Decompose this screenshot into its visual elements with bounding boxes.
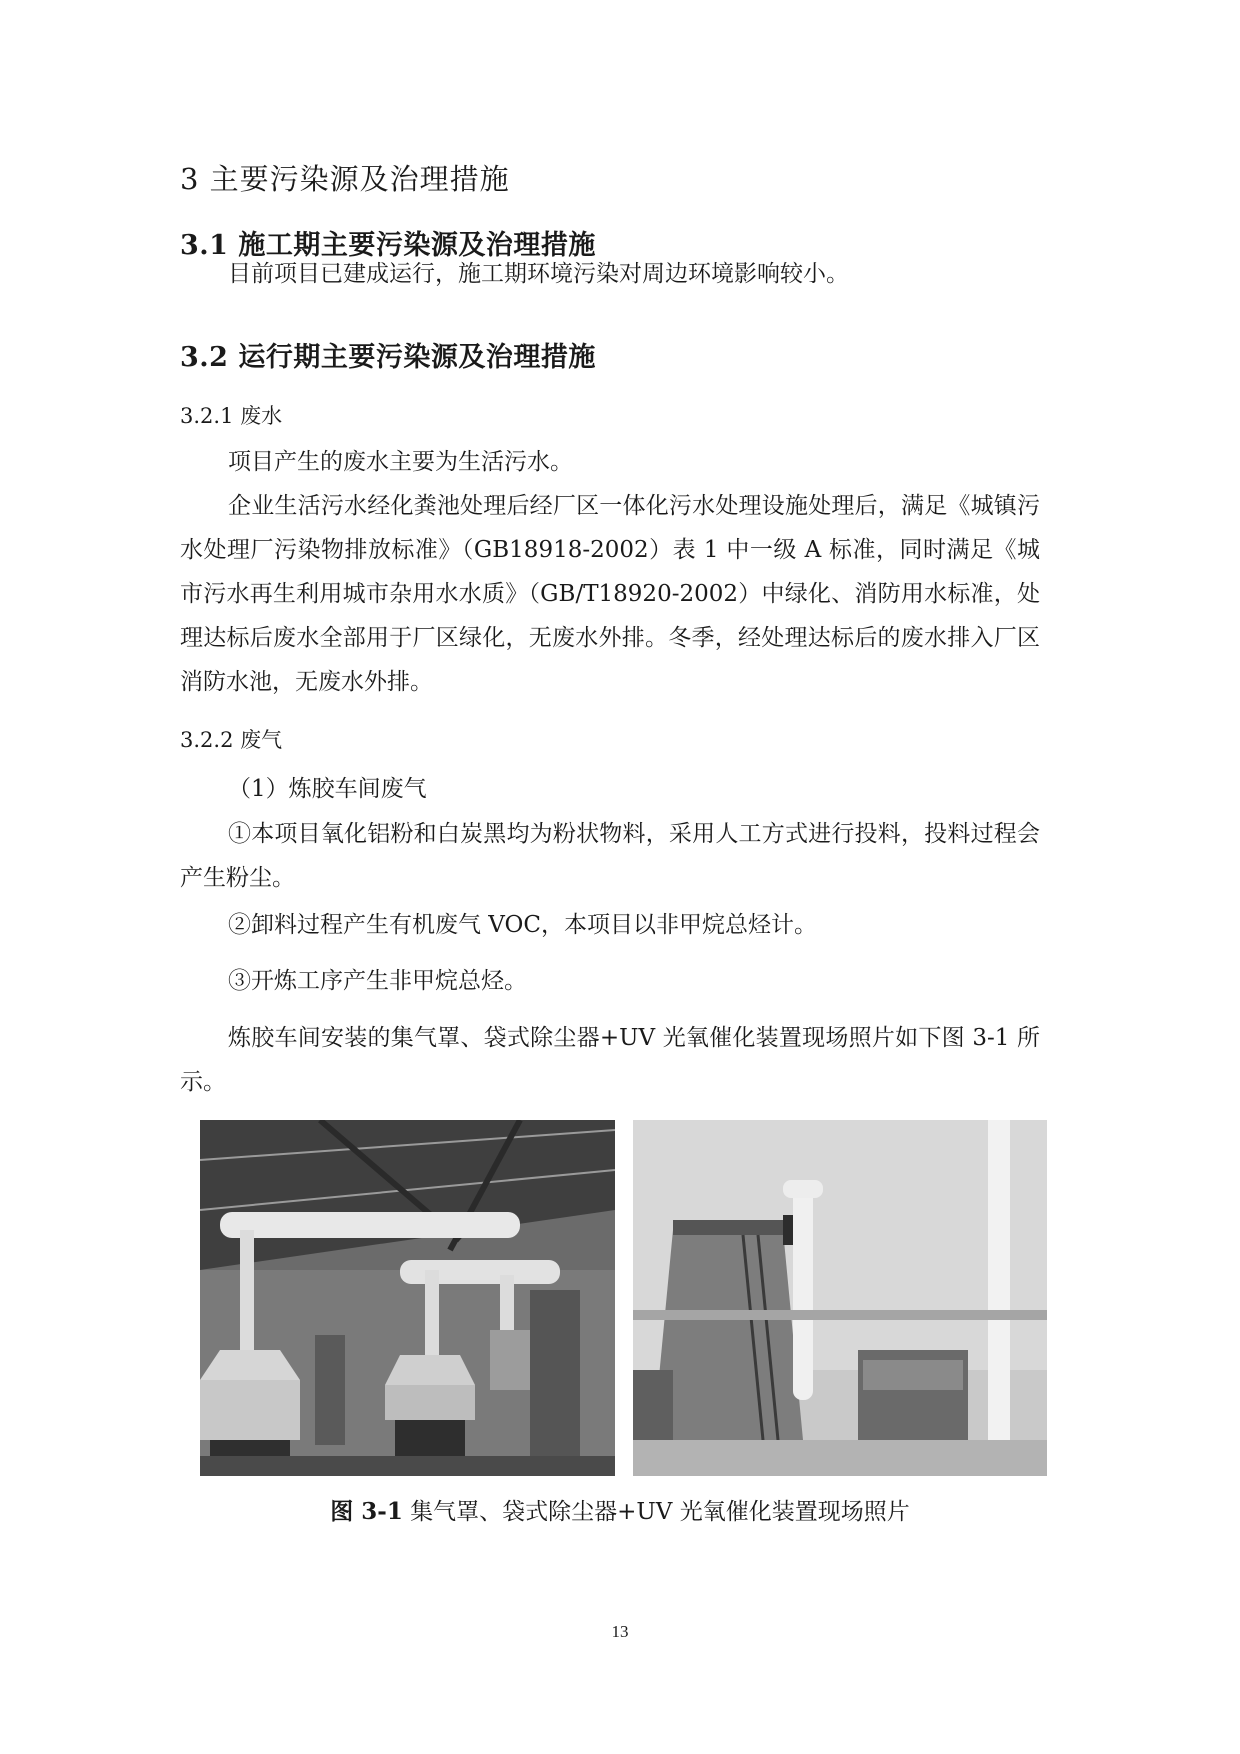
chapter-heading: 3 主要污染源及治理措施: [180, 162, 510, 196]
section-3-2-title: 3.2 运行期主要污染源及治理措施: [180, 342, 596, 373]
exhaust-paragraph-4: 炼胶车间安装的集气罩、袋式除尘器+UV 光氧催化装置现场照片如下图 3-1 所示。: [180, 1025, 1040, 1095]
exhaust-paragraph-2: ②卸料过程产生有机废气 VOC，本项目以非甲烷总烃计。: [228, 912, 817, 938]
wastewater-paragraph-2: 企业生活污水经化粪池处理后经厂区一体化污水处理设施处理后，满足《城镇污水处理厂污染物排放标准》（GB18918-2002）表 1 中一级 A 标准，同时满足《城市污水再生利用城市杂用水水质》（GB/T18920-2002）中绿化、消防用水标准，处理达标后废水全部用于厂区绿化，无废水外排。冬季，经处理达标后的废水排入厂区消防水池，无废水外排。: [180, 493, 1040, 695]
mixing-workshop-item: （1）炼胶车间废气: [228, 776, 427, 802]
wastewater-paragraph-1: 项目产生的废水主要为生活污水。: [228, 449, 573, 475]
exhaust-paragraph-1: ①本项目氧化铝粉和白炭黑均为粉状物料，采用人工方式进行投料，投料过程会产生粉尘。: [180, 821, 1040, 891]
figure-caption: [0, 1493, 1240, 1526]
subsection-3-2-2-title: 3.2.2 废气: [180, 728, 283, 752]
figure-caption-text: 集气罩、袋式除尘器+UV 光氧催化装置现场照片: [402, 1499, 910, 1525]
section-3-1-paragraph: 目前项目已建成运行，施工期环境污染对周边环境影响较小。: [228, 261, 849, 287]
section-3-1-title: 3.1 施工期主要污染源及治理措施: [180, 230, 596, 261]
workshop-hood-photo: [200, 1120, 615, 1476]
bag-filter-uv-device-photo: [633, 1120, 1047, 1476]
subsection-3-2-1-title: 3.2.1 废水: [180, 404, 283, 428]
exhaust-paragraph-3: ③开炼工序产生非甲烷总烃。: [228, 968, 527, 994]
figure-label: 图 3-1: [330, 1498, 403, 1525]
page-number: 13: [611, 1622, 629, 1641]
